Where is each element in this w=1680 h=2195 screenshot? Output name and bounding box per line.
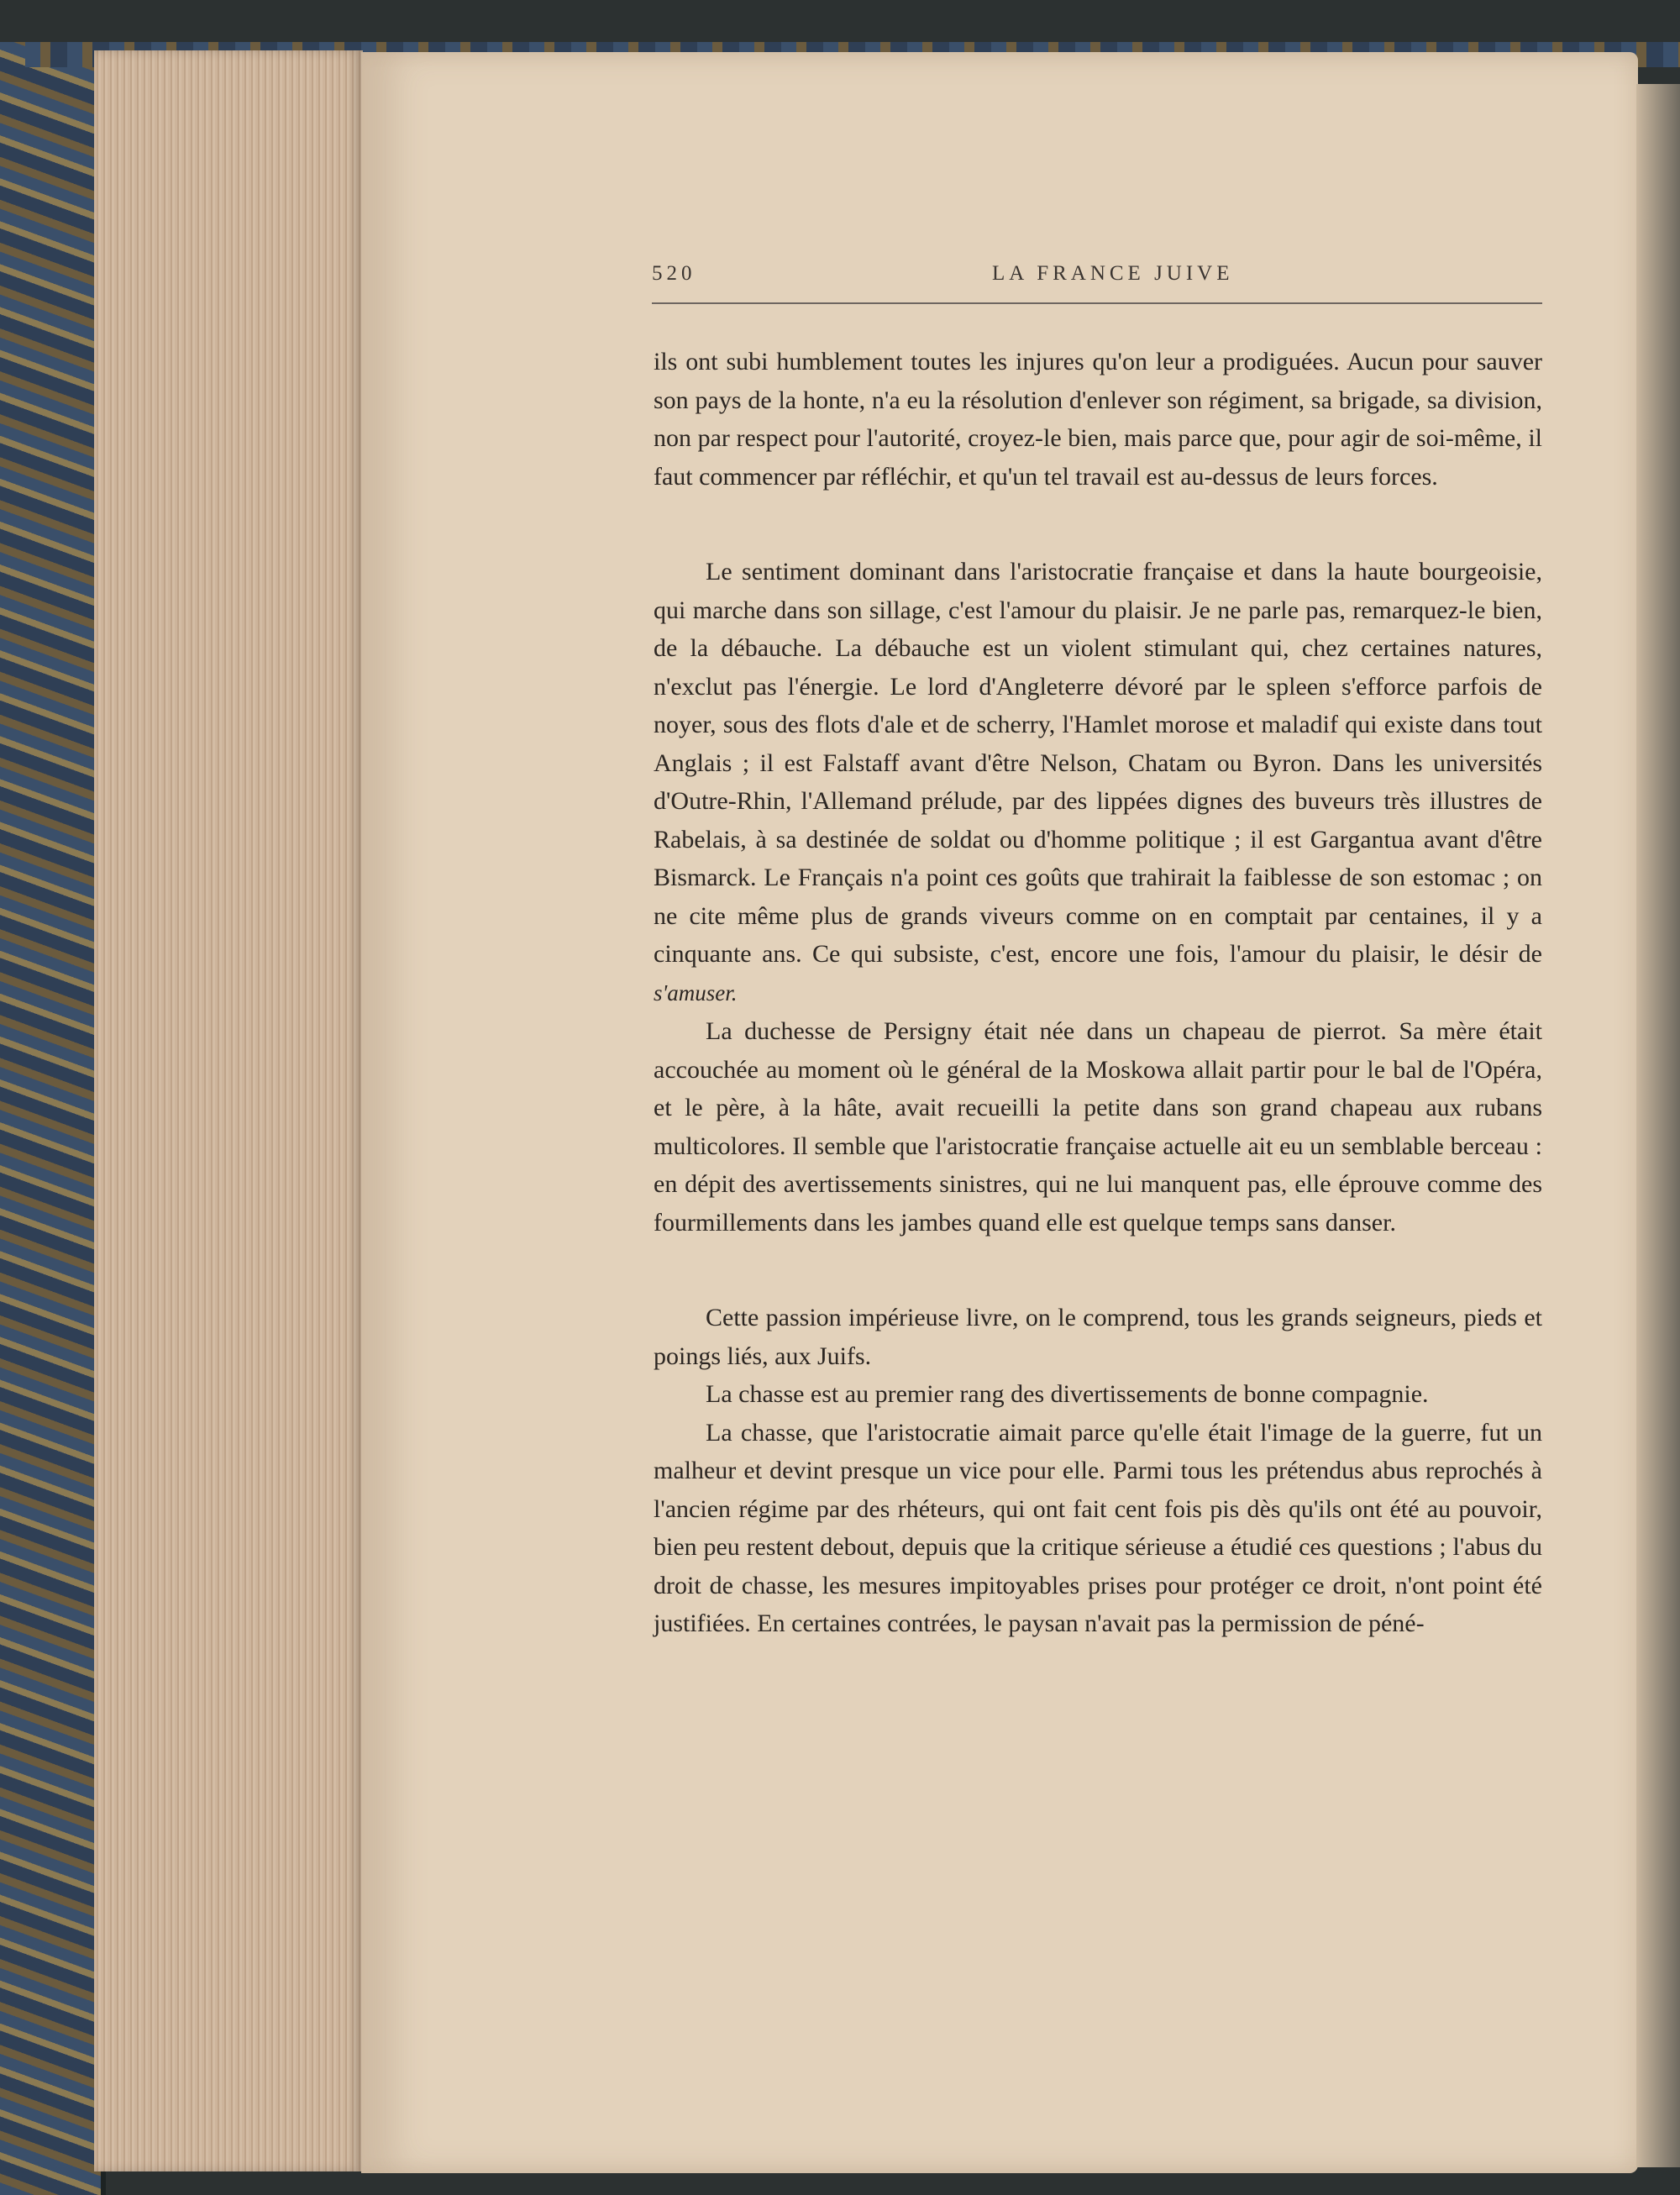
paragraph-4: Cette passion impérieuse livre, on le comprend, tous les grands seigneurs, pieds et poings liés, aux Juifs.	[654, 1304, 1542, 1370]
paragraph-3: La duchesse de Persigny était née dans un chapeau de pierrot. Sa mère était accouchée au moment où le général de la Moskowa allait partir pour le bal de l'Opéra, et le père, à la hâte, avait recueilli la petite dans son grand chapeau aux rubans multicolores. Il semble que l'aristocratie française actuelle ait eu un semblable berceau : en dépit des avertissements sinistres, qui ne lui manquent pas, elle éprouve comme des fourmillements dans les jambes quand elle est quelque temps sans danser.	[654, 1017, 1542, 1237]
page-stack-edge	[94, 50, 363, 2171]
running-title: LA FRANCE JUIVE	[992, 262, 1234, 285]
header-rule	[652, 302, 1542, 304]
paragraph-2-text: Le sentiment dominant dans l'aristocratie française et dans la haute bourgeoisie, qui marche dans son sillage, c'est l'amour du plaisir. Je ne parle pas, remarquez-le bien, de la débauche. La débauche est un violent stimulant qui, chez certaines natures, n'exclut pas l'énergie. Le lord d'Angleterre dévoré par le spleen s'efforce parfois de noyer, sous des flots d'ale et de scherry, l'Hamlet morose et maladif qui existe dans tout Anglais ; il est Falstaff avant d'être Nelson, Chatam ou Byron. Dans les universités d'Outre-Rhin, l'Allemand prélude, par des lippées dignes des buveurs très illustres de Rabelais, à sa destinée de soldat ou d'homme politique ; il est Gargantua avant d'être Bismarck. Le Français n'a point ces goûts que trahirait la faiblesse de son estomac ; on ne cite même plus de grands viveurs comme on en comptait par centaines, il y a cinquante ans. Ce qui subsiste, c'est, encore une fois, l'amour du plaisir, le désir de	[654, 558, 1542, 968]
page-right-shadow	[1636, 84, 1680, 2167]
running-head	[652, 262, 1542, 296]
page-number: 520	[652, 262, 696, 285]
paragraph-2-italic: s'amuser.	[654, 979, 738, 1006]
paragraph-5: La chasse est au premier rang des divertissements de bonne compagnie.	[706, 1380, 1429, 1408]
body-text	[654, 343, 1542, 1643]
paragraph-1: ils ont subi humblement toutes les injures qu'on leur a prodiguées. Aucun pour sauver son pays de la honte, n'a eu la résolution d'enlever son régiment, sa brigade, sa division, non par respect pour l'autorité, croyez-le bien, mais parce que, pour agir de soi-même, il faut commencer par réfléchir, et qu'un tel travail est au-dessus de leurs forces.	[654, 348, 1542, 491]
paragraph-6: La chasse, que l'aristocratie aimait parce qu'elle était l'image de la guerre, fut un malheur et devint presque un vice pour elle. Parmi tous les prétendus abus reprochés à l'ancien régime par des rhéteurs, qui ont fait cent fois pis dès qu'ils ont été au pouvoir, bien peu restent debout, depuis que la critique sérieuse a étudié ces questions ; l'abus du droit de chasse, les mesures impitoyables prises pour protéger ce droit, n'ont point été justifiées. En certaines contrées, le paysan n'avait pas la permission de péné-	[654, 1418, 1542, 1637]
book-cover-marbled	[0, 42, 106, 2195]
paragraph-2	[654, 553, 1542, 1012]
